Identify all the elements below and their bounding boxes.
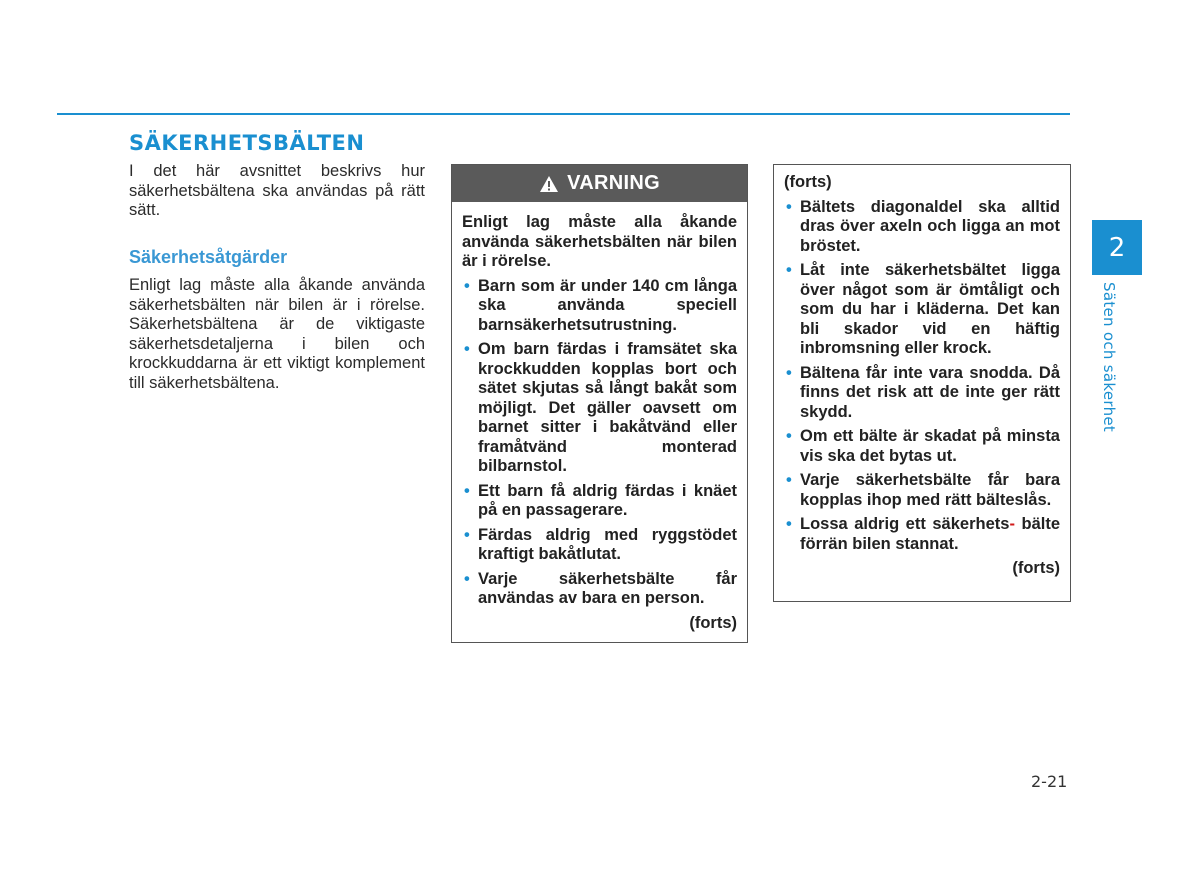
warning-box — [451, 164, 748, 643]
chapter-tab — [1092, 220, 1142, 275]
list-item: • Barn som är under 140 cm långa ska använda speciell barnsäkerhetsutrustning. — [464, 276, 737, 334]
section-title: SÄKERHETSBÄLTEN — [129, 131, 365, 155]
list-item: • Bältets diagonaldel ska alltid dras över axeln och ligga an mot bröstet. — [786, 197, 1060, 255]
warning-header — [452, 165, 747, 202]
list-item: • Färdas aldrig med ryggstödet kraftigt bakåtlutat. — [464, 525, 737, 563]
warning-intro: Enligt lag måste alla åkande använda säkerhetsbälten när bilen är i rörelse. — [462, 213, 737, 270]
warning-header-label: VARNING — [567, 172, 660, 194]
section-body: Enligt lag måste alla åkande använda säkerhetsbälten när bilen är i rörelse. Säkerhetsbältena är de viktigaste säkerhetsdetaljerna i bilen och krockkuddarna är ett viktigt komplement till säkerhetsbältena. — [129, 276, 425, 392]
list-item: • Bältena får inte vara snodda. Då finns det risk att de inte ger rätt skydd. — [786, 363, 1060, 421]
bullet-icon: • — [464, 340, 470, 358]
warning-body — [452, 202, 747, 633]
list-item: • Varje säkerhetsbälte får användas av bara en person. — [464, 569, 737, 607]
continued-header: (forts) — [784, 173, 832, 191]
continued-box — [773, 164, 1071, 602]
bullet-icon: • — [786, 197, 792, 216]
list-item — [784, 515, 1060, 554]
red-hyphen: - — [1009, 515, 1015, 533]
bullet-icon: • — [464, 276, 470, 295]
continued-list — [784, 198, 1060, 555]
bullet-icon: • — [786, 363, 792, 382]
section-intro: I det här avsnittet beskrivs hur säkerhetsbältena ska användas på rätt sätt. — [129, 162, 425, 219]
bullet-icon: • — [464, 481, 470, 500]
continued-forts: (forts) — [1012, 559, 1060, 577]
last-item-part2: bälte förrän bilen stannat. — [800, 515, 1060, 553]
last-item-part1: Lossa aldrig ett säkerhets — [800, 515, 1010, 533]
list-item: • Varje säkerhetsbälte får bara kopplas ihop med rätt bälteslås. — [786, 471, 1060, 509]
continued-body — [774, 165, 1070, 579]
warning-triangle-icon — [539, 175, 559, 193]
chapter-label: Säten och säkerhet — [1100, 282, 1118, 433]
bullet-icon: • — [786, 471, 792, 489]
warning-list — [462, 277, 737, 609]
bullet-icon: • — [464, 569, 470, 588]
list-item: • Ett barn få aldrig färdas i knäet på en passagerare. — [464, 481, 737, 519]
bullet-icon: • — [786, 427, 792, 445]
list-item: • Om barn färdas i framsätet ska krockkudden kopplas bort och sätet skjutas så långt bakåt som möjligt. Det gäller oavsett om barnet sitter i bakåtvänd eller framåtvänd monterad bilbarnstol. — [464, 340, 737, 475]
list-item: • Låt inte säkerhetsbältet ligga över något som är ömtåligt och som du har i kläderna. Det kan bli skador vid en häftig inbromsning eller krock. — [786, 261, 1060, 357]
bullet-icon: • — [786, 515, 792, 533]
top-rule — [57, 113, 1070, 115]
bullet-icon: • — [464, 525, 470, 544]
section-subtitle: Säkerhetsåtgärder — [129, 247, 288, 267]
bullet-icon: • — [786, 261, 792, 279]
chapter-number: 2 — [1108, 232, 1126, 263]
warning-forts: (forts) — [689, 613, 737, 632]
list-item: • Om ett bälte är skadat på minsta vis ska det bytas ut. — [786, 427, 1060, 465]
page-number: 2-21 — [1031, 772, 1068, 791]
